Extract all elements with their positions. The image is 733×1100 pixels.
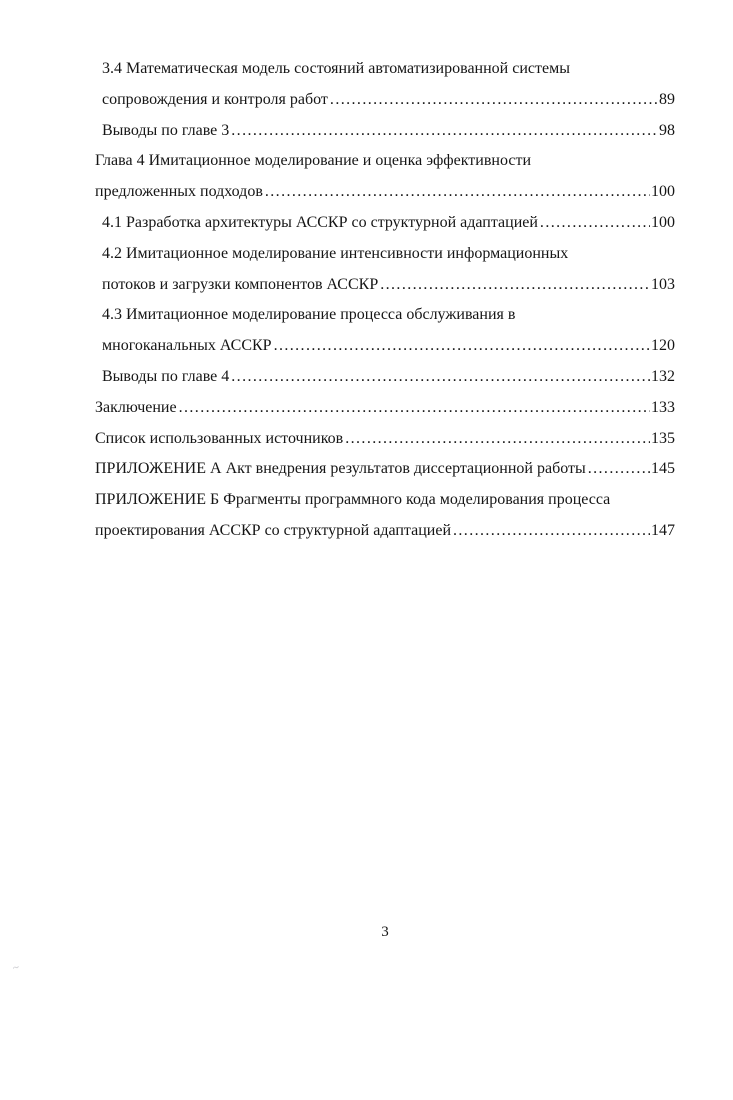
toc-entry-page-number: 89 (659, 90, 675, 108)
toc-line (95, 331, 675, 362)
toc-line (95, 54, 675, 85)
toc-entry-text: предложенных подходов (95, 183, 263, 201)
toc-entry-text: сопровождения и контроля работ (102, 90, 328, 108)
table-of-contents (95, 54, 675, 547)
toc-entry-text: Глава 4 Имитационное моделирование и оценка эффективности (95, 152, 532, 170)
dot-leader (179, 393, 650, 424)
toc-line (95, 208, 675, 239)
toc-line (95, 146, 675, 177)
dot-leader (540, 208, 650, 239)
toc-entry-text: Заключение (95, 398, 177, 416)
dot-leader (453, 516, 650, 547)
toc-entry-text: 4.1 Разработка архитектуры АССКР со структурной адаптацией (102, 213, 538, 231)
toc-line (95, 362, 675, 393)
dot-leader (265, 177, 650, 208)
dot-leader (330, 85, 658, 116)
toc-entry-text: Выводы по главе 4 (102, 367, 230, 385)
page-number: 3 (381, 924, 389, 940)
toc-entry-page-number: 145 (651, 460, 675, 478)
dot-leader (274, 331, 650, 362)
toc-line (95, 516, 675, 547)
toc-entry-page-number: 132 (651, 367, 675, 385)
toc-entry-text: 3.4 Математическая модель состояний автоматизированной системы (102, 60, 570, 77)
toc-entry-page-number: 98 (659, 121, 675, 139)
toc-entry-page-number: 133 (651, 398, 675, 416)
dot-leader (380, 270, 650, 301)
dot-leader (588, 454, 650, 485)
toc-entry-text: потоков и загрузки компонентов АССКР (102, 275, 379, 293)
toc-line (95, 239, 675, 270)
dot-leader (231, 116, 658, 147)
toc-line (95, 454, 675, 485)
toc-entry-page-number: 135 (651, 429, 675, 447)
toc-line (95, 424, 675, 455)
toc-entry-page-number: 120 (651, 337, 675, 355)
scan-artifact: ~ (12, 961, 20, 975)
toc-entry-page-number: 100 (651, 213, 675, 231)
toc-entry-text: ПРИЛОЖЕНИЕ Б Фрагменты программного кода моделирования процесса (95, 491, 611, 509)
toc-line (95, 485, 675, 516)
toc-line (95, 85, 675, 116)
toc-line (95, 300, 675, 331)
toc-entry-text: проектирования АССКР со структурной адаптацией (95, 521, 451, 539)
toc-line (95, 177, 675, 208)
toc-entry-text: Список использованных источников (95, 429, 344, 447)
dot-leader (345, 424, 650, 455)
toc-entry-page-number: 147 (651, 521, 675, 539)
toc-entry-page-number: 100 (651, 183, 675, 201)
dot-leader (231, 362, 650, 393)
toc-entry-page-number: 103 (651, 275, 675, 293)
toc-entry-text: 4.3 Имитационное моделирование процесса обслуживания в (102, 306, 516, 324)
toc-entry-text: 4.2 Имитационное моделирование интенсивности информационных (102, 244, 569, 262)
toc-entry-text: Выводы по главе 3 (102, 121, 230, 139)
toc-line (95, 393, 675, 424)
toc-line (95, 270, 675, 301)
toc-entry-text: многоканальных АССКР (102, 337, 272, 355)
toc-entry-text: ПРИЛОЖЕНИЕ А Акт внедрения результатов диссертационной работы (95, 460, 586, 478)
toc-line (95, 116, 675, 147)
